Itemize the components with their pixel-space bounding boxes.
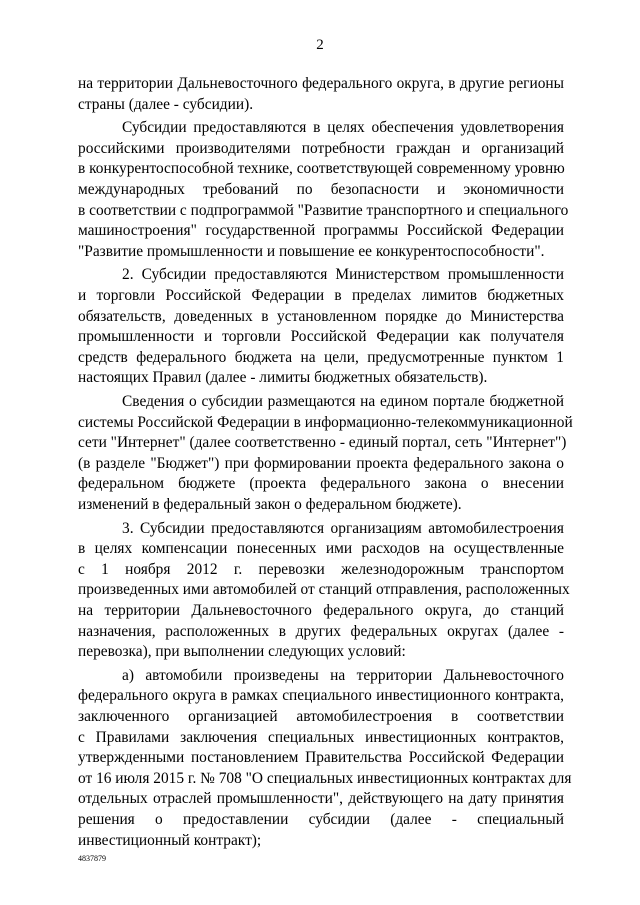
text-line: от 16 июля 2015 г. № 708 "О специальных инвестиционных контрактах для xyxy=(78,769,572,787)
text-line: системы Российской Федерации в информационно-телекоммуникационной xyxy=(78,413,573,431)
text-line: с 1 ноября 2012 г. перевозки железнодорожным транспортом xyxy=(78,560,564,578)
text-line: машиностроения" государственной программы Российской Федерации xyxy=(78,222,564,240)
text-line: настоящих Правил (далее - лимиты бюджетных обязательств). xyxy=(78,369,488,387)
text-line: назначения, расположенных в других федеральных округах (далее - xyxy=(78,622,564,640)
text-line: и торговли Российской Федерации в пределах лимитов бюджетных xyxy=(78,287,564,304)
text-line: на территории Дальневосточного федерального округа, до станций xyxy=(78,602,564,619)
text-line: в соответствии с подпрограммой "Развитие транспортного и специального xyxy=(78,201,569,219)
text-line: промышленности и торговли Российской Федерации как получателя xyxy=(78,328,564,346)
text-line: произведенных ими автомобилей от станций отправления, расположенных xyxy=(78,581,570,599)
text-line: в конкурентоспособной технике, соответствующей современному уровню xyxy=(78,160,565,178)
text-line: на территории Дальневосточного федерального округа, в другие регионы xyxy=(78,75,564,92)
text-line: изменений в федеральный закон о федеральном бюджете). xyxy=(78,496,462,513)
text-line: страны (далее - субсидии). xyxy=(78,95,254,113)
page-number: 2 xyxy=(316,37,324,53)
text-line: средств федерального бюджета на цели, предусмотренные пунктом 1 xyxy=(78,348,564,366)
document-id: 4837879 xyxy=(78,853,106,863)
text-line: международных требований по безопасности и экономичности xyxy=(78,181,564,198)
text-line: утвержденными постановлением Правительства Российской Федерации xyxy=(78,749,564,767)
text-line: а) автомобили произведены на территории Дальневосточного xyxy=(122,666,564,684)
text-line: 3. Субсидии предоставляются организациям автомобилестроения xyxy=(122,519,564,537)
text-line: решения о предоставлении субсидии (далее - специальный xyxy=(78,811,564,828)
text-line: федерального округа в рамках специального инвестиционного контракта, xyxy=(78,687,564,705)
text-line: перевозка), при выполнении следующих условий: xyxy=(78,643,406,661)
text-line: федеральном бюджете (проекта федерального закона о внесении xyxy=(78,475,564,493)
text-line: обязательств, доведенных в установленном порядке до Министерства xyxy=(78,307,564,325)
text-line: 2. Субсидии предоставляются Министерством промышленности xyxy=(122,266,564,284)
text-line: российскими производителями потребности граждан и организаций xyxy=(78,139,564,157)
text-line: "Развитие промышленности и повышение ее конкурентоспособности". xyxy=(78,242,545,260)
text-line: отдельных отраслей промышленности", действующего на дату принятия xyxy=(78,790,564,808)
text-line: сети "Интернет" (далее соответственно - единый портал, сеть "Интернет") xyxy=(78,434,567,452)
text-line: в целях компенсации понесенных ими расходов на осуществленные xyxy=(78,540,564,558)
text-line: Субсидии предоставляются в целях обеспечения удовлетворения xyxy=(122,119,564,137)
text-line: инвестиционный контракт); xyxy=(78,831,262,849)
text-line: заключенного организацией автомобилестроения в соответствии xyxy=(78,708,564,725)
text-line: (в разделе "Бюджет") при формировании проекта федерального закона о xyxy=(78,454,564,472)
text-line: с Правилами заключения специальных инвестиционных контрактов, xyxy=(78,728,564,746)
text-line: Сведения о субсидии размещаются на едином портале бюджетной xyxy=(122,393,564,410)
